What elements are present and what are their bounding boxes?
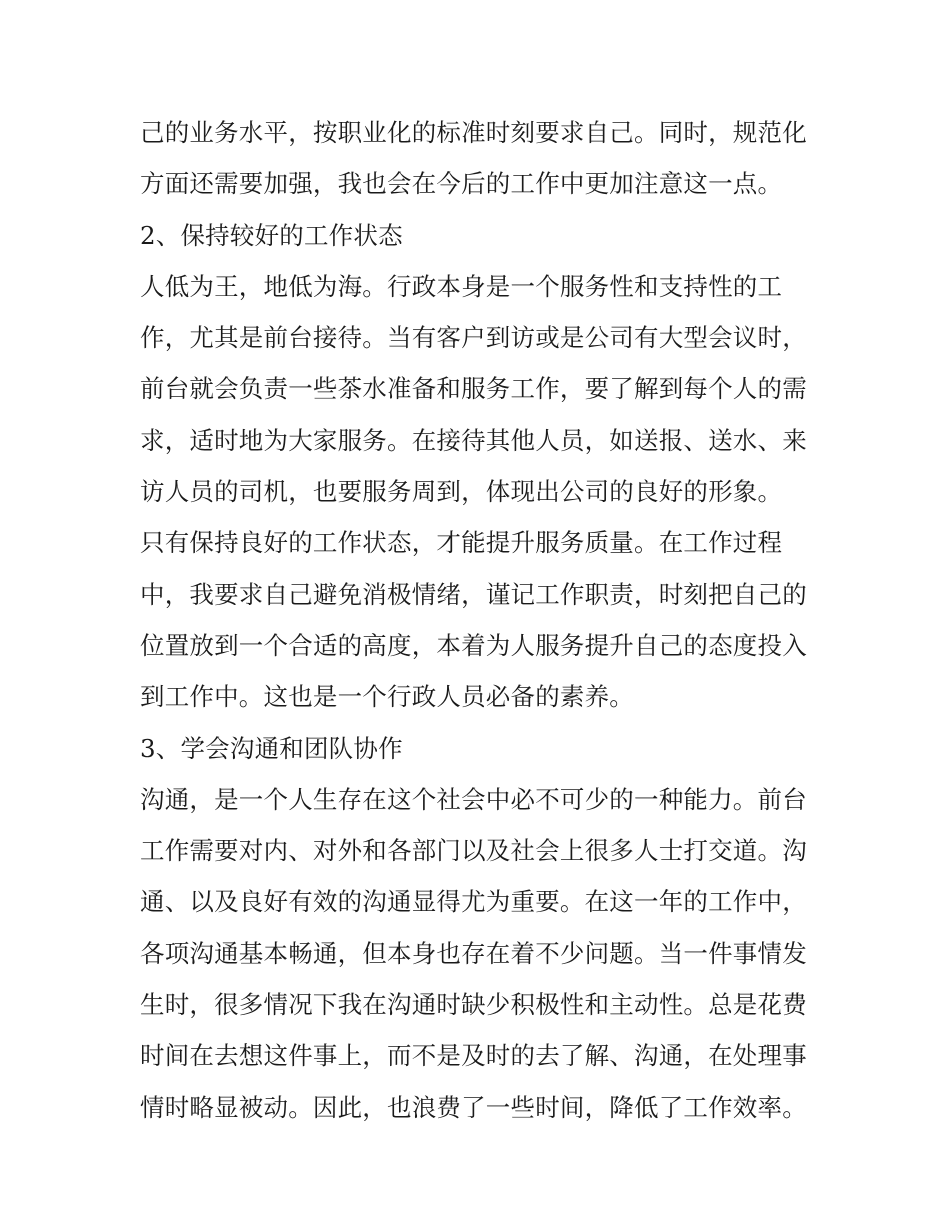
section-heading: 3、学会沟通和团队协作 [140,733,403,763]
text-line: 情时略显被动。因此，也浪费了一些时间，降低了工作效率。 [140,1092,807,1122]
section-heading: 2、保持较好的工作状态 [140,220,403,250]
text-line: 求，适时地为大家服务。在接待其他人员，如送报、送水、来 [140,425,807,455]
text-line: 访人员的司机，也要服务周到，体现出公司的良好的形象。 [140,477,783,507]
document-body [140,107,820,1133]
text-line: 沟通，是一个人生存在这个社会中必不可少的一种能力。前台 [140,784,807,814]
text-line: 位置放到一个合适的高度，本着为人服务提升自己的态度投入 [140,630,807,660]
text-line: 中，我要求自己避免消极情绪，谨记工作职责，时刻把自己的 [140,579,807,609]
text-line: 各项沟通基本畅通，但本身也存在着不少问题。当一件事情发 [140,938,807,968]
text-line: 工作需要对内、对外和各部门以及社会上很多人士打交道。沟 [140,836,807,866]
text-line: 只有保持良好的工作状态，才能提升服务质量。在工作过程 [140,528,783,558]
text-line: 生时，很多情况下我在沟通时缺少积极性和主动性。总是花费 [140,990,807,1020]
text-line: 方面还需要加强，我也会在今后的工作中更加注意这一点。 [140,169,783,199]
text-line: 时间在去想这件事上，而不是及时的去了解、沟通，在处理事 [140,1041,807,1071]
text-line: 作，尤其是前台接待。当有客户到访或是公司有大型会议时， [140,323,807,353]
text-line: 己的业务水平，按职业化的标准时刻要求自己。同时，规范化 [140,118,807,147]
text-line: 通、以及良好有效的沟通显得尤为重要。在这一年的工作中， [140,887,807,917]
text-line: 前台就会负责一些茶水准备和服务工作，要了解到每个人的需 [140,374,807,404]
text-line: 到工作中。这也是一个行政人员必备的素养。 [140,682,634,712]
text-line: 人低为王，地低为海。行政本身是一个服务性和支持性的工 [140,271,783,301]
